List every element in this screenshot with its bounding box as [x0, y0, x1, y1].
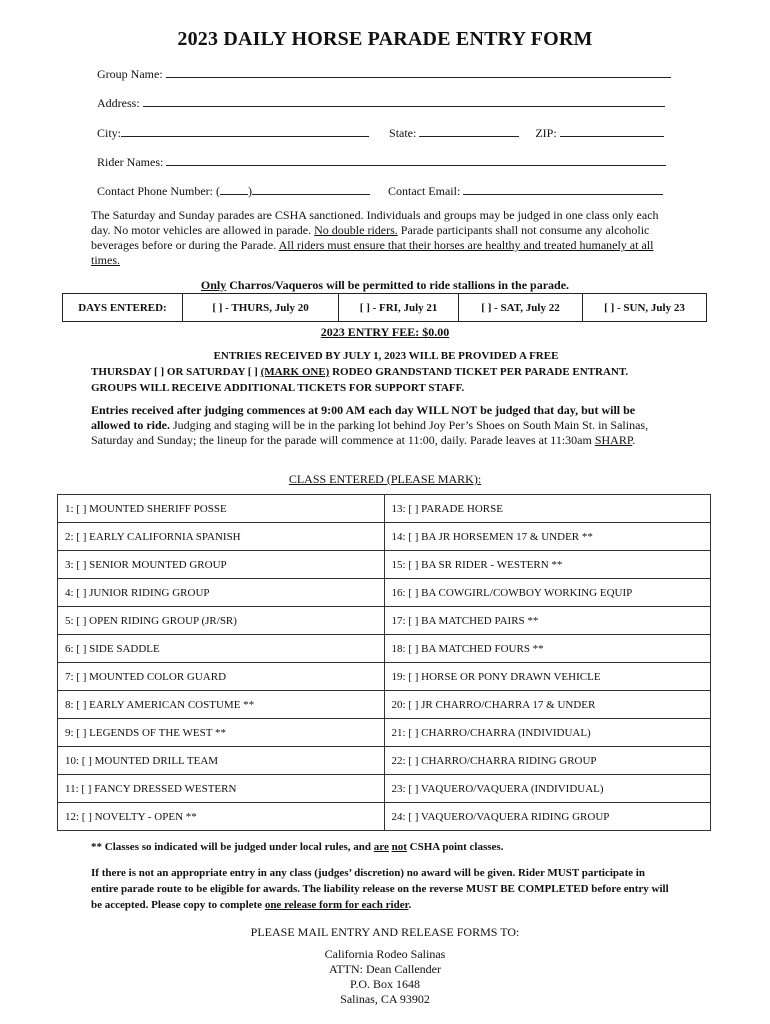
class-row [58, 775, 711, 803]
group-name-row [97, 66, 671, 82]
rider-names-row [97, 154, 666, 170]
footnote-are: are [373, 841, 389, 853]
class-row [58, 691, 711, 719]
footnote-end: CSHA point classes. [406, 841, 504, 853]
intro-text-2: Parade participants shall not consume any alcoholic beverages before or during the Parade. [91, 223, 650, 252]
group-name-label: Group Name: [97, 67, 163, 81]
ticket-notice [91, 348, 681, 396]
intro-text-1: The Saturday and Sunday parades are CSHA sanctioned. Individuals and groups may be judged in one class only each day. No motor vehicles are allowed in parade. [91, 208, 659, 237]
class-table [57, 494, 711, 831]
class-option[interactable]: 20: [ ] JR CHARRO/CHARRA 17 & UNDER [384, 691, 711, 719]
judging-sharp: SHARP [594, 433, 633, 447]
phone-paren: ) [247, 184, 252, 198]
phone-label: Contact Phone Number: ( [97, 184, 220, 198]
class-option[interactable]: 1: [ ] MOUNTED SHERIFF POSSE [58, 495, 385, 523]
class-option[interactable]: 15: [ ] BA SR RIDER - WESTERN ** [384, 551, 711, 579]
entry-fee: 2023 ENTRY FEE: $0.00 [320, 325, 450, 339]
zip-label: ZIP: [535, 126, 557, 140]
class-option[interactable]: 22: [ ] CHARRO/CHARRA RIDING GROUP [384, 747, 711, 775]
class-heading: CLASS ENTERED (PLEASE MARK): [288, 472, 482, 486]
class-row [58, 523, 711, 551]
class-row [58, 747, 711, 775]
ticket-notice-line-3: GROUPS WILL RECEIVE ADDITIONAL TICKETS FOR SUPPORT STAFF. [91, 382, 465, 394]
class-row [58, 803, 711, 831]
class-option[interactable]: 12: [ ] NOVELTY - OPEN ** [58, 803, 385, 831]
mail-line-3: P.O. Box 1648 [349, 977, 420, 991]
phone-field[interactable] [252, 183, 370, 195]
class-option[interactable]: 14: [ ] BA JR HORSEMEN 17 & UNDER ** [384, 523, 711, 551]
mail-line-1: California Rodeo Salinas [324, 947, 446, 961]
day-thursday[interactable]: [ ] - THURS, July 20 [182, 294, 338, 322]
class-row [58, 579, 711, 607]
mail-line-2: ATTN: Dean Callender [329, 962, 441, 976]
days-entered-label: DAYS ENTERED: [63, 294, 183, 322]
email-field[interactable] [463, 183, 663, 195]
class-option[interactable]: 8: [ ] EARLY AMERICAN COSTUME ** [58, 691, 385, 719]
award-notice [91, 865, 671, 913]
state-field[interactable] [419, 125, 519, 137]
class-option[interactable]: 16: [ ] BA COWGIRL/COWBOY WORKING EQUIP [384, 579, 711, 607]
address-row [97, 95, 665, 111]
city-field[interactable] [121, 125, 369, 137]
group-name-field[interactable] [166, 66, 671, 78]
mail-line-4: Salinas, CA 93902 [340, 992, 430, 1006]
ticket-notice-text: RODEO GRANDSTAND TICKET PER PARADE ENTRANT. [329, 366, 629, 378]
class-option[interactable]: 5: [ ] OPEN RIDING GROUP (JR/SR) [58, 607, 385, 635]
area-code-field[interactable] [220, 183, 248, 195]
rider-names-field[interactable] [166, 154, 666, 166]
ticket-notice-line-2 [91, 364, 681, 380]
horse-welfare-notice: All riders must ensure that their horses are healthy and treated humanely at all times. [91, 238, 654, 267]
footnote-text: ** Classes so indicated will be judged under local rules, and [91, 841, 374, 853]
email-label: Contact Email: [387, 184, 461, 198]
class-row [58, 635, 711, 663]
stallion-only: Only [200, 278, 227, 292]
class-row [58, 551, 711, 579]
ticket-notice-line-1: ENTRIES RECEIVED BY JULY 1, 2023 WILL BE PROVIDED A FREE [213, 350, 559, 362]
class-option[interactable]: 10: [ ] MOUNTED DRILL TEAM [58, 747, 385, 775]
class-row [58, 719, 711, 747]
state-label: State: [389, 126, 417, 140]
judging-paragraph [91, 403, 666, 448]
day-saturday[interactable]: [ ] - SAT, July 22 [459, 294, 583, 322]
stallion-text: Charros/Vaqueros will be permitted to ride stallions in the parade. [226, 278, 570, 292]
city-label: City: [97, 126, 122, 140]
award-text: If there is not an appropriate entry in any class (judges’ discretion) no award will be given. Rider MUST participate in entire parade route to be eligible for awards. The liability release on the reverse MUST BE COMPLETED before entry will be accepted. Please copy to complete [91, 867, 669, 911]
mail-heading: PLEASE MAIL ENTRY AND RELEASE FORMS TO: [250, 925, 520, 939]
judging-bold: Entries received after judging commences at 9:00 AM each day WILL NOT be judged that day, but will be allowed to ride. [91, 403, 636, 432]
ticket-day-choice[interactable]: THURSDAY [ ] OR SATURDAY [ ] [91, 366, 261, 378]
class-row [58, 663, 711, 691]
class-row [58, 495, 711, 523]
stallion-notice [0, 278, 770, 293]
mark-one: (MARK ONE) [260, 366, 330, 378]
contact-row [97, 183, 663, 199]
footnote-not: not [391, 841, 407, 853]
release-form-note: one release form for each rider [264, 899, 409, 911]
form-title: 2023 DAILY HORSE PARADE ENTRY FORM [177, 28, 593, 50]
class-option[interactable]: 24: [ ] VAQUERO/VAQUERA RIDING GROUP [384, 803, 711, 831]
class-row [58, 607, 711, 635]
award-end: . [408, 899, 412, 911]
class-option[interactable]: 21: [ ] CHARRO/CHARRA (INDIVIDUAL) [384, 719, 711, 747]
class-option[interactable]: 9: [ ] LEGENDS OF THE WEST ** [58, 719, 385, 747]
address-field[interactable] [143, 95, 665, 107]
days-entered-table [62, 293, 707, 322]
class-option[interactable]: 2: [ ] EARLY CALIFORNIA SPANISH [58, 523, 385, 551]
rider-names-label: Rider Names: [97, 155, 164, 169]
class-option[interactable]: 23: [ ] VAQUERO/VAQUERA (INDIVIDUAL) [384, 775, 711, 803]
footnote [91, 840, 671, 855]
class-option[interactable]: 4: [ ] JUNIOR RIDING GROUP [58, 579, 385, 607]
class-option[interactable]: 17: [ ] BA MATCHED PAIRS ** [384, 607, 711, 635]
class-option[interactable]: 13: [ ] PARADE HORSE [384, 495, 711, 523]
zip-field[interactable] [560, 125, 664, 137]
mailing-address [0, 947, 770, 1007]
judging-period: . [632, 433, 636, 447]
class-option[interactable]: 6: [ ] SIDE SADDLE [58, 635, 385, 663]
class-option[interactable]: 19: [ ] HORSE OR PONY DRAWN VEHICLE [384, 663, 711, 691]
no-double-riders: No double riders. [314, 223, 398, 237]
class-option[interactable]: 18: [ ] BA MATCHED FOURS ** [384, 635, 711, 663]
class-option[interactable]: 7: [ ] MOUNTED COLOR GUARD [58, 663, 385, 691]
city-state-zip-row [97, 125, 664, 141]
intro-paragraph [91, 208, 671, 268]
class-option[interactable]: 3: [ ] SENIOR MOUNTED GROUP [58, 551, 385, 579]
day-sunday[interactable]: [ ] - SUN, July 23 [583, 294, 707, 322]
class-option[interactable]: 11: [ ] FANCY DRESSED WESTERN [58, 775, 385, 803]
address-label: Address: [97, 96, 140, 110]
day-friday[interactable]: [ ] - FRI, July 21 [339, 294, 459, 322]
judging-text: Judging and staging will be in the parking lot behind Joy Per’s Shoes on South Main St. in Salinas, Saturday and Sunday; the lineup for the parade will commence at 11:00, daily. Parade leaves at 11:30am [91, 418, 649, 447]
